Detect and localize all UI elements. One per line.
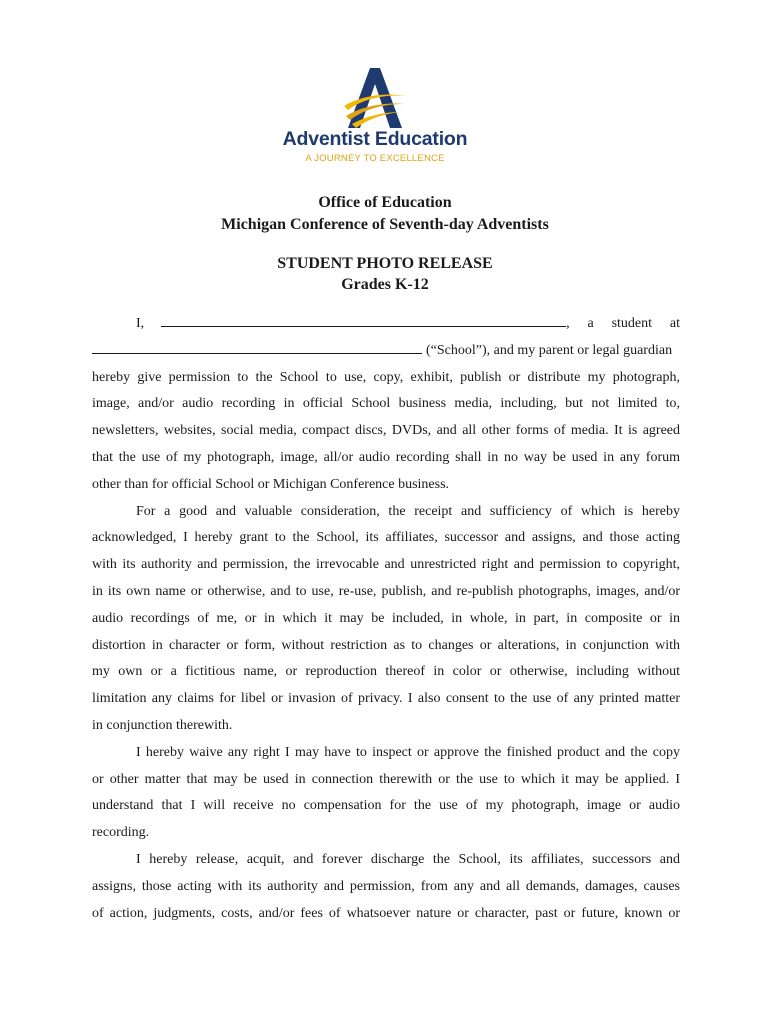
student-name-line <box>92 311 680 338</box>
school-name-line <box>92 338 680 365</box>
p3-line: I hereby waive any right I may have to inspect or approve the finished product and the copy <box>136 744 680 760</box>
brand-name: Adventist Education <box>282 128 468 150</box>
p2-line: limitation any claims for libel or invasion of privacy. I also consent to the use of any printed matter <box>92 691 680 707</box>
school-name-field[interactable] <box>92 339 422 354</box>
p4-line: assigns, those acting with its authority and permission, from any and all demands, damages, causes <box>92 878 680 894</box>
p1-line: other than for official School or Michigan Conference business. <box>92 476 450 492</box>
line1-word-at: at <box>669 316 680 331</box>
brand-tagline: A JOURNEY TO EXCELLENCE <box>305 153 445 164</box>
line1-comma: , <box>566 316 570 331</box>
p2-line: acknowledged, I hereby grant to the School, its affiliates, successor and assigns, and those acting <box>92 530 680 546</box>
grades-heading: Grades K-12 <box>341 276 429 293</box>
p2-line: For a good and valuable consideration, the receipt and sufficiency of which is hereby <box>136 503 680 519</box>
release-body <box>92 311 680 927</box>
form-title: STUDENT PHOTO RELEASE <box>277 255 493 272</box>
p2-line: distortion in character or form, without restriction as to changes or alterations, in conjunction with <box>92 637 680 653</box>
p2-line: with its authority and permission, the irrevocable and unrestricted right and permission to copyright, <box>92 557 680 573</box>
line1-word-a: a <box>587 316 594 331</box>
line1-prefix: I, <box>136 316 145 331</box>
p3-line: or other matter that may be used in connection therewith or the use to which it may be applied. I <box>92 771 680 787</box>
line1-word-student: student <box>611 316 653 331</box>
p1-line: hereby give permission to the School to use, copy, exhibit, publish or distribute my photograph, <box>92 369 680 385</box>
p4-line: of action, judgments, costs, and/or fees of whatsoever nature or character, past or future, known or <box>92 905 680 921</box>
p2-line: my own or a fictitious name, or reproduction thereof in color or otherwise, including without <box>92 664 680 680</box>
p1-line: that the use of my photograph, image, all/or audio recording shall in no way be used in any forum <box>92 449 680 465</box>
adventist-education-logo <box>262 66 488 166</box>
p2-line: in conjunction therewith. <box>92 717 233 733</box>
student-name-field[interactable] <box>161 312 566 327</box>
p2-line: audio recordings of me, or in which it may be included, in whole, in part, in composite or in <box>92 610 680 626</box>
p1-line: newsletters, websites, social media, compact discs, DVDs, and all other forms of media. It is agreed <box>92 423 680 439</box>
conference-heading: Michigan Conference of Seventh-day Adventists <box>221 216 549 233</box>
p3-line: recording. <box>92 825 150 841</box>
adventist-education-emblem-icon <box>342 66 408 130</box>
p3-line: understand that I will receive no compensation for the use of my photograph, image or audio <box>92 798 680 814</box>
line2-suffix: (“School”), and my parent or legal guardian <box>426 342 673 358</box>
p4-line: I hereby release, acquit, and forever discharge the School, its affiliates, successors and <box>136 851 680 867</box>
p2-line: in its own name or otherwise, and to use, re-use, publish, and re-publish photographs, images, and/or <box>92 583 680 599</box>
p1-line: image, and/or audio recording in official School business media, including, but not limited to, <box>92 396 680 412</box>
office-heading: Office of Education <box>318 194 452 211</box>
